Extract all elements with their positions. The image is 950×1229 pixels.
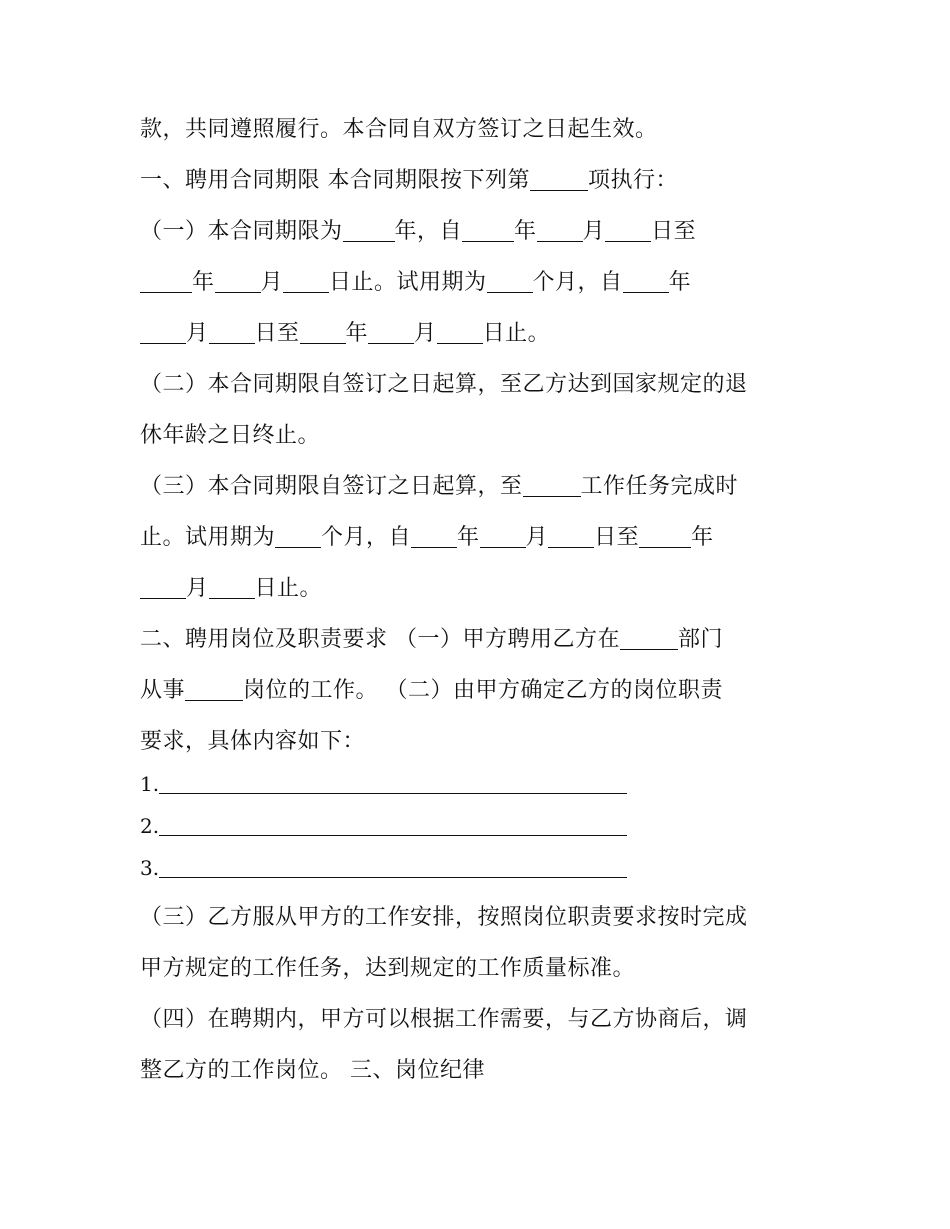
fill-blank[interactable]: [523, 474, 581, 497]
paragraph-line: 从事 岗位的工作。 （二）由甲方确定乙方的岗位职责: [140, 678, 724, 703]
fill-blank[interactable]: [300, 321, 346, 344]
fill-blank[interactable]: [548, 525, 594, 548]
numbered-item: 1.: [140, 772, 627, 796]
fill-line[interactable]: [159, 859, 627, 878]
fill-blank[interactable]: [343, 219, 395, 242]
fill-blank[interactable]: [140, 321, 186, 344]
fill-blank[interactable]: [411, 525, 457, 548]
fill-blank[interactable]: [480, 525, 526, 548]
paragraph-line: 二、聘用岗位及职责要求 （一）甲方聘用乙方在 部门: [140, 627, 724, 652]
fill-blank[interactable]: [215, 270, 261, 293]
fill-blank[interactable]: [283, 270, 329, 293]
fill-line[interactable]: [159, 817, 627, 836]
fill-blank[interactable]: [537, 219, 583, 242]
fill-blank[interactable]: [209, 576, 255, 599]
paragraph-line: 年 月 日止。试用期为 个月，自 年: [140, 269, 890, 297]
fill-blank[interactable]: [185, 678, 243, 701]
paragraph-line: 月 日止。: [140, 575, 890, 603]
fill-blank[interactable]: [605, 219, 651, 242]
fill-blank[interactable]: [462, 219, 514, 242]
numbered-item: 2.: [140, 814, 627, 838]
paragraph-line: 款，共同遵照履行。本合同自双方签订之日起生效。: [140, 117, 658, 142]
fill-blank[interactable]: [209, 321, 255, 344]
fill-blank[interactable]: [140, 270, 192, 293]
fill-blank[interactable]: [639, 525, 691, 548]
fill-blank[interactable]: [437, 321, 483, 344]
fill-blank[interactable]: [140, 576, 186, 599]
paragraph-line: 要求，具体内容如下：: [140, 729, 366, 754]
paragraph-line: 休年龄之日终止。: [140, 423, 321, 448]
fill-blank[interactable]: [275, 525, 321, 548]
fill-blank[interactable]: [620, 627, 678, 650]
fill-blank[interactable]: [623, 270, 669, 293]
paragraph-line: 止。试用期为 个月，自 年 月 日至 年: [140, 525, 714, 550]
paragraph-line: （三）乙方服从甲方的工作安排，按照岗位职责要求按时完成: [140, 905, 748, 930]
paragraph-line: 甲方规定的工作任务，达到规定的工作质量标准。: [140, 956, 636, 981]
fill-line[interactable]: [159, 775, 627, 794]
fill-blank[interactable]: [487, 270, 533, 293]
paragraph-line: 月 日至 年 月 日止。: [140, 320, 890, 348]
paragraph-line: （三）本合同期限自签订之日起算，至 工作任务完成时: [140, 474, 739, 499]
fill-blank[interactable]: [368, 321, 414, 344]
paragraph-line: （二）本合同期限自签订之日起算，至乙方达到国家规定的退: [140, 372, 748, 397]
paragraph-line: 一、聘用合同期限 本合同期限按下列第 项执行：: [140, 168, 679, 193]
fill-blank[interactable]: [530, 168, 588, 191]
paragraph-line: 整乙方的工作岗位。 三、岗位纪律: [140, 1058, 485, 1083]
numbered-item: 3.: [140, 856, 627, 880]
paragraph-line: （一）本合同期限为 年，自 年 月 日至: [140, 219, 697, 244]
paragraph-line: （四）在聘期内，甲方可以根据工作需要，与乙方协商后，调: [140, 1007, 748, 1032]
